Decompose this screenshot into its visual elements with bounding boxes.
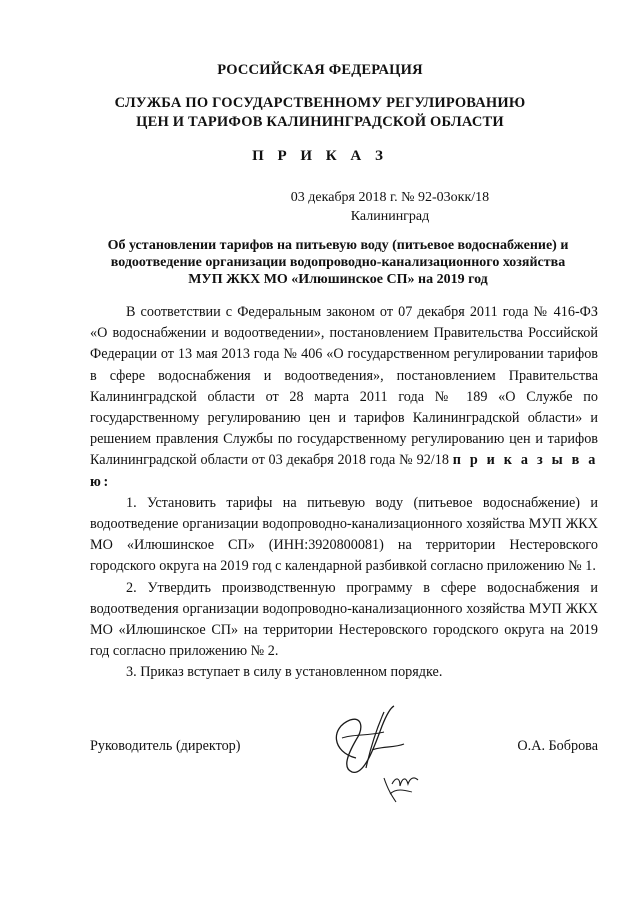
country-heading: РОССИЙСКАЯ ФЕДЕРАЦИЯ [217,62,423,78]
subject-line3: МУП ЖКХ МО «Илюшинское СП» на 2019 год [188,272,488,287]
agency-heading-line1: СЛУЖБА ПО ГОСУДАРСТВЕННОМУ РЕГУЛИРОВАНИЮ [114,95,526,111]
preamble-text: В соответствии с Федеральным законом от 07 декабря 2011 года № 416-ФЗ «О водоснабжении и водоотведении», постановлением Правительства Российской Федерации от 13 мая 2013 года № 406 «О государственном регулировании тарифов в сфере водоснабжения и водоотведения», постановлением Правительства Калининградской области от 28 марта 2011 года № 189 «О Службе по государственному регулированию цен и тарифов Калининградской области» и решением правления Службы по государственному регулированию цен и тарифов Калининградской области от 03 декабря 2018 года № 92/18 [90,304,598,469]
handwritten-signature-icon [312,698,432,808]
city: Калининград [350,209,430,224]
document-subject [78,237,598,288]
document-type-heading: П Р И К А З [252,148,388,164]
order-item-2: 2. Утвердить производственную программу в сфере водоснабжения и водоотведения организации водопроводно-канализационного хозяйства МУП ЖКХ МО «Илюшинское СП» на территории Нестеровского городского округа на 2019 год согласно приложению № 2. [90,579,598,660]
agency-heading-line2: ЦЕН И ТАРИФОВ КАЛИНИНГРАДСКОЙ ОБЛАСТИ [136,114,504,130]
order-item-1: 1. Установить тарифы на питьевую воду (питьевое водоснабжение) и водоотведение организации водопроводно-канализационного хозяйства МУП ЖКХ МО «Илюшинское СП» (ИНН:3920800081) на территории Нестеровского городского округа на 2019 год с календарной разбивкой согласно приложению № 1. [90,494,598,575]
signatory-position: Руководитель (директор) [90,738,241,754]
order-item-3: 3. Приказ вступает в силу в установленном порядке. [126,664,443,681]
signatory-name: О.А. Боброва [517,738,598,754]
subject-line1: Об установлении тарифов на питьевую воду (питьевое водоснабжение) и [107,238,569,253]
date-number: 03 декабря 2018 г. № 92-03окк/18 [290,190,490,205]
subject-line2: водоотведение организации водопроводно-канализационного хозяйства [110,255,566,270]
date-number-block [160,188,620,226]
order-word: п р и к а з ы в а ю: [90,452,598,490]
document-body [90,302,598,684]
agency-heading [60,94,580,132]
preamble-paragraph [90,302,598,493]
